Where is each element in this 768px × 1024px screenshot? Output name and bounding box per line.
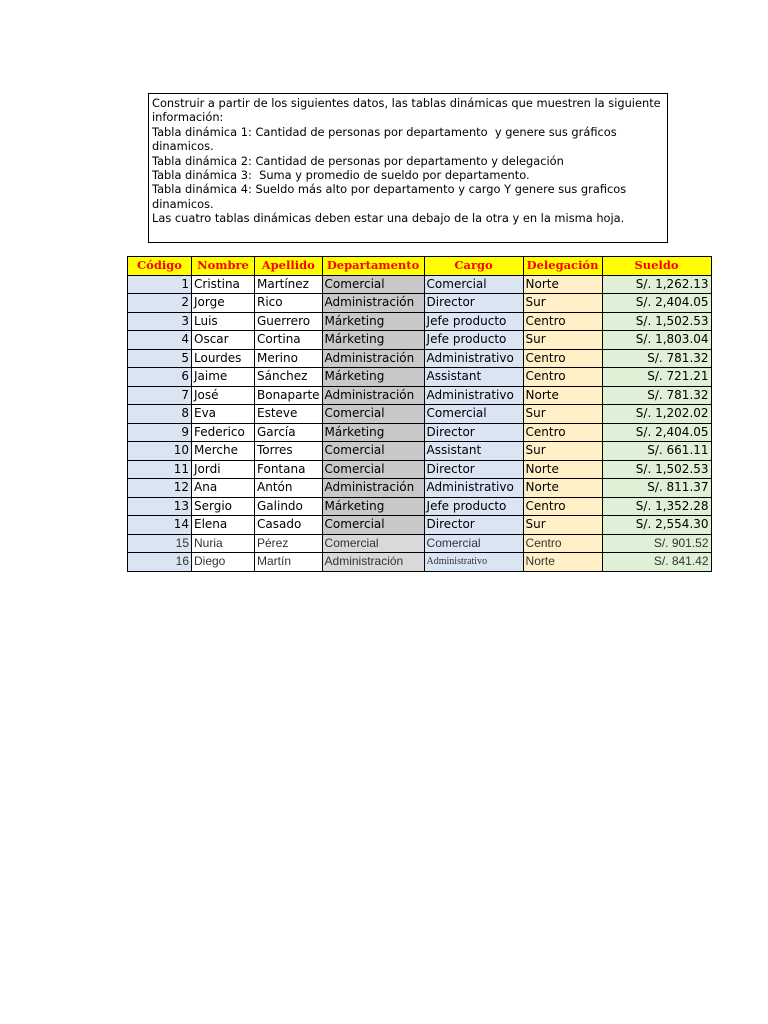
- header-codigo[interactable]: Código: [128, 257, 192, 276]
- cell-codigo[interactable]: 4: [128, 331, 192, 350]
- header-apellido[interactable]: Apellido: [255, 257, 323, 276]
- cell-cargo[interactable]: Assistant: [424, 368, 523, 387]
- table-row: [128, 405, 712, 424]
- cell-departamento[interactable]: Márketing: [322, 423, 424, 442]
- cell-departamento[interactable]: Administración: [322, 386, 424, 405]
- cell-sueldo[interactable]: S/. 2,554.30: [602, 516, 711, 535]
- cell-codigo[interactable]: 14: [128, 516, 192, 535]
- cell-codigo[interactable]: 10: [128, 442, 192, 461]
- cell-apellido[interactable]: Sánchez: [255, 368, 323, 387]
- cell-codigo[interactable]: 15: [128, 534, 192, 553]
- cell-delegacion[interactable]: Centro: [523, 349, 602, 368]
- cell-sueldo[interactable]: S/. 1,502.53: [602, 460, 711, 479]
- cell-sueldo[interactable]: S/. 2,404.05: [602, 423, 711, 442]
- cell-apellido[interactable]: Torres: [255, 442, 323, 461]
- instruction-line: Tabla dinámica 2: Cantidad de personas por departamento y delegación: [152, 153, 564, 168]
- cell-sueldo[interactable]: S/. 841.42: [602, 553, 711, 572]
- table-row: [128, 275, 712, 294]
- cell-nombre[interactable]: Sergio: [192, 497, 255, 516]
- cell-codigo[interactable]: 6: [128, 368, 192, 387]
- header-nombre[interactable]: Nombre: [192, 257, 255, 276]
- table-row: [128, 534, 712, 553]
- cell-cargo[interactable]: Jefe producto: [424, 331, 523, 350]
- cell-apellido[interactable]: Rico: [255, 294, 323, 313]
- cell-departamento[interactable]: Administración: [322, 479, 424, 498]
- cell-apellido[interactable]: Martínez: [255, 275, 323, 294]
- instructions-box: [148, 93, 668, 243]
- table-row: [128, 442, 712, 461]
- cell-sueldo[interactable]: S/. 2,404.05: [602, 294, 711, 313]
- table-row: [128, 497, 712, 516]
- table-row: [128, 386, 712, 405]
- header-delegacion[interactable]: Delegación: [523, 257, 602, 276]
- cell-sueldo[interactable]: S/. 661.11: [602, 442, 711, 461]
- cell-cargo[interactable]: Director: [424, 294, 523, 313]
- cell-codigo[interactable]: 11: [128, 460, 192, 479]
- cell-departamento[interactable]: Comercial: [322, 460, 424, 479]
- header-departamento[interactable]: Departamento: [322, 257, 424, 276]
- cell-cargo[interactable]: Jefe producto: [424, 312, 523, 331]
- instruction-line: información:: [152, 110, 224, 125]
- cell-apellido[interactable]: Merino: [255, 349, 323, 368]
- header-sueldo[interactable]: Sueldo: [602, 257, 711, 276]
- cell-codigo[interactable]: 16: [128, 553, 192, 572]
- cell-cargo[interactable]: Jefe producto: [424, 497, 523, 516]
- cell-cargo[interactable]: Comercial: [424, 405, 523, 424]
- table-row: [128, 349, 712, 368]
- cell-delegacion[interactable]: Norte: [523, 386, 602, 405]
- instruction-line: Tabla dinámica 4: Sueldo más alto por departamento y cargo Y genere sus graficos: [152, 182, 627, 197]
- cell-cargo[interactable]: Director: [424, 423, 523, 442]
- table-header-row: [128, 257, 712, 276]
- cell-codigo[interactable]: 3: [128, 312, 192, 331]
- cell-delegacion[interactable]: Norte: [523, 553, 602, 572]
- table-row: [128, 553, 712, 572]
- employee-table: [127, 256, 712, 572]
- cell-nombre[interactable]: Jorge: [192, 294, 255, 313]
- cell-nombre[interactable]: Jaime: [192, 368, 255, 387]
- instruction-line: Las cuatro tablas dinámicas deben estar una debajo de la otra y en la misma hoja.: [152, 211, 625, 226]
- cell-cargo[interactable]: Comercial: [424, 534, 523, 553]
- instruction-line: dinamicos.: [152, 196, 214, 211]
- cell-codigo[interactable]: 5: [128, 349, 192, 368]
- cell-delegacion[interactable]: Sur: [523, 442, 602, 461]
- cell-nombre[interactable]: Nuria: [192, 534, 255, 553]
- cell-apellido[interactable]: Bonaparte: [255, 386, 323, 405]
- cell-codigo[interactable]: 13: [128, 497, 192, 516]
- cell-cargo[interactable]: Director: [424, 460, 523, 479]
- cell-codigo[interactable]: 1: [128, 275, 192, 294]
- cell-codigo[interactable]: 12: [128, 479, 192, 498]
- cell-delegacion[interactable]: Sur: [523, 331, 602, 350]
- header-cargo[interactable]: Cargo: [424, 257, 523, 276]
- cell-cargo[interactable]: Director: [424, 516, 523, 535]
- cell-sueldo[interactable]: S/. 1,262.13: [602, 275, 711, 294]
- cell-delegacion[interactable]: Centro: [523, 534, 602, 553]
- cell-departamento[interactable]: Comercial: [322, 442, 424, 461]
- cell-sueldo[interactable]: S/. 721.21: [602, 368, 711, 387]
- cell-departamento[interactable]: Administración: [322, 553, 424, 572]
- cell-delegacion[interactable]: Sur: [523, 294, 602, 313]
- cell-cargo[interactable]: Comercial: [424, 275, 523, 294]
- cell-nombre[interactable]: Jordi: [192, 460, 255, 479]
- cell-apellido[interactable]: Martín: [255, 553, 323, 572]
- cell-apellido[interactable]: García: [255, 423, 323, 442]
- cell-nombre[interactable]: Lourdes: [192, 349, 255, 368]
- cell-cargo[interactable]: Administrativo: [424, 479, 523, 498]
- instruction-line: Construir a partir de los siguientes datos, las tablas dinámicas que muestren la siguiente: [152, 96, 661, 110]
- cell-nombre[interactable]: Merche: [192, 442, 255, 461]
- cell-nombre[interactable]: José: [192, 386, 255, 405]
- cell-sueldo[interactable]: S/. 781.32: [602, 349, 711, 368]
- cell-cargo[interactable]: Administrativo: [424, 386, 523, 405]
- cell-nombre[interactable]: Federico: [192, 423, 255, 442]
- cell-apellido[interactable]: Fontana: [255, 460, 323, 479]
- cell-apellido[interactable]: Pérez: [255, 534, 323, 553]
- cell-cargo[interactable]: Administrativo: [424, 349, 523, 368]
- cell-codigo[interactable]: 7: [128, 386, 192, 405]
- cell-departamento[interactable]: Comercial: [322, 275, 424, 294]
- cell-sueldo[interactable]: S/. 1,803.04: [602, 331, 711, 350]
- cell-nombre[interactable]: Eva: [192, 405, 255, 424]
- cell-apellido[interactable]: Casado: [255, 516, 323, 535]
- cell-delegacion[interactable]: Norte: [523, 460, 602, 479]
- cell-sueldo[interactable]: S/. 781.32: [602, 386, 711, 405]
- instruction-line: Tabla dinámica 3: Suma y promedio de sueldo por departamento.: [152, 168, 530, 183]
- cell-departamento[interactable]: Comercial: [322, 405, 424, 424]
- instruction-line: Tabla dinámica 1: Cantidad de personas por departamento y genere sus gráficos: [152, 124, 617, 139]
- cell-delegacion[interactable]: Sur: [523, 405, 602, 424]
- cell-nombre[interactable]: Elena: [192, 516, 255, 535]
- cell-delegacion[interactable]: Centro: [523, 423, 602, 442]
- cell-nombre[interactable]: Cristina: [192, 275, 255, 294]
- cell-nombre[interactable]: Luis: [192, 312, 255, 331]
- cell-sueldo[interactable]: S/. 1,202.02: [602, 405, 711, 424]
- cell-codigo[interactable]: 8: [128, 405, 192, 424]
- cell-delegacion[interactable]: Norte: [523, 479, 602, 498]
- cell-departamento[interactable]: Márketing: [322, 331, 424, 350]
- cell-apellido[interactable]: Antón: [255, 479, 323, 498]
- cell-delegacion[interactable]: Centro: [523, 368, 602, 387]
- cell-departamento[interactable]: Márketing: [322, 368, 424, 387]
- cell-sueldo[interactable]: S/. 901.52: [602, 534, 711, 553]
- cell-cargo[interactable]: Assistant: [424, 442, 523, 461]
- table-row: [128, 331, 712, 350]
- cell-departamento[interactable]: Comercial: [322, 516, 424, 535]
- cell-apellido[interactable]: Esteve: [255, 405, 323, 424]
- table-row: [128, 516, 712, 535]
- cell-codigo[interactable]: 2: [128, 294, 192, 313]
- cell-departamento[interactable]: Administración: [322, 349, 424, 368]
- table-row: [128, 368, 712, 387]
- cell-departamento[interactable]: Márketing: [322, 497, 424, 516]
- cell-sueldo[interactable]: S/. 1,352.28: [602, 497, 711, 516]
- table-row: [128, 460, 712, 479]
- cell-nombre[interactable]: Oscar: [192, 331, 255, 350]
- cell-cargo[interactable]: Administrativo: [424, 553, 523, 572]
- cell-sueldo[interactable]: S/. 1,502.53: [602, 312, 711, 331]
- cell-apellido[interactable]: Cortina: [255, 331, 323, 350]
- cell-nombre[interactable]: Ana: [192, 479, 255, 498]
- cell-delegacion[interactable]: Centro: [523, 497, 602, 516]
- instruction-line: dinamicos.: [152, 139, 214, 154]
- cell-nombre[interactable]: Diego: [192, 553, 255, 572]
- cell-sueldo[interactable]: S/. 811.37: [602, 479, 711, 498]
- cell-departamento[interactable]: Márketing: [322, 312, 424, 331]
- table-row: [128, 294, 712, 313]
- cell-apellido[interactable]: Galindo: [255, 497, 323, 516]
- cell-departamento[interactable]: Administración: [322, 294, 424, 313]
- cell-delegacion[interactable]: Norte: [523, 275, 602, 294]
- table-row: [128, 423, 712, 442]
- cell-codigo[interactable]: 9: [128, 423, 192, 442]
- cell-delegacion[interactable]: Sur: [523, 516, 602, 535]
- cell-apellido[interactable]: Guerrero: [255, 312, 323, 331]
- cell-departamento[interactable]: Comercial: [322, 534, 424, 553]
- cell-delegacion[interactable]: Centro: [523, 312, 602, 331]
- table-row: [128, 312, 712, 331]
- table-row: [128, 479, 712, 498]
